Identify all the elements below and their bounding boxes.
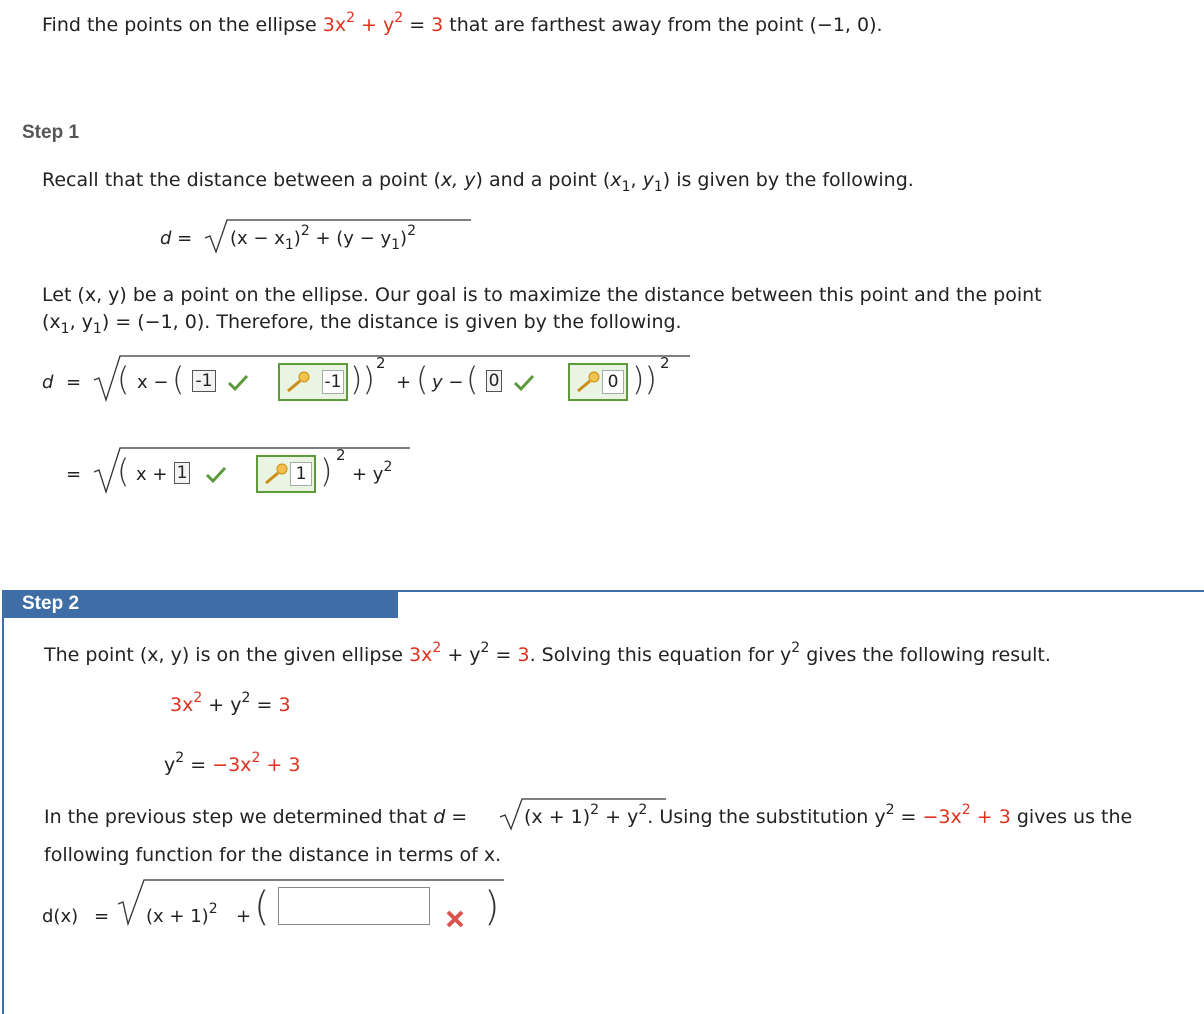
- key-icon: [284, 371, 310, 393]
- func-open-paren: (: [254, 884, 270, 930]
- problem-prefix: Find the points on the ellipse: [42, 14, 323, 36]
- exp-2a: 2: [376, 354, 386, 372]
- check-icon: [226, 372, 250, 392]
- close-paren-y: )): [632, 360, 657, 398]
- step1-recall-text: Recall that the distance between a point (x, y) and a point ($x_1$, $y_1$) is given by the following.: [42, 169, 914, 195]
- key-value-2: 0: [602, 370, 624, 394]
- step2-label: Step 2: [22, 593, 80, 614]
- close-paren-2: ): [320, 452, 333, 490]
- answer-key-3[interactable]: [256, 455, 316, 493]
- incorrect-icon: [444, 908, 466, 930]
- x-minus: x −: [137, 372, 169, 393]
- distance-formula: d =: [160, 228, 193, 249]
- answer-key-1[interactable]: [278, 363, 348, 401]
- step1-label: Step 1: [22, 122, 80, 143]
- eq1: $3x^2 + y^2 = 3$: [170, 690, 291, 716]
- open-paren: (: [117, 360, 130, 398]
- func-close-paren: ): [484, 884, 500, 930]
- distance-function-input[interactable]: [278, 887, 430, 925]
- d-label: d: [42, 372, 54, 393]
- ellipse-coef: $3x^2 + y^2$: [322, 10, 404, 36]
- func-lhs: d(x): [42, 906, 79, 927]
- func-plus: +: [236, 906, 252, 927]
- step2-following-text: following function for the distance in terms of x.: [44, 844, 502, 866]
- open-paren-2: (: [117, 452, 130, 490]
- step2-intro: The point (x, y) is on the given ellipse $3x^2 + y^2 = 3$. Solving this equation for $y^2$ gives the following result.: [44, 640, 1051, 666]
- d-equals: =: [66, 372, 82, 393]
- step2-tab: [2, 590, 398, 618]
- open-paren-y: (: [416, 360, 429, 398]
- problem-statement: [42, 10, 883, 36]
- step1-let-text-line1: Let (x, y) be a point on the ellipse. Our goal is to maximize the distance between this point and the point: [42, 284, 1042, 306]
- check-icon: [512, 372, 536, 392]
- eq2: $y^2 = -3x^2 + 3$: [164, 750, 301, 776]
- ellipse-rhs: 3: [431, 14, 444, 36]
- x-plus: x +: [136, 464, 168, 485]
- step1-let-text-line2: ($x_1$, $y_1) = (-1$, 0). Therefore, the distance is given by the following.: [42, 311, 682, 337]
- key-value-3: 1: [290, 462, 312, 486]
- key-value-1: -1: [322, 370, 344, 394]
- answer-box-2[interactable]: 0: [486, 370, 502, 392]
- func-equals: =: [94, 906, 110, 927]
- problem-suffix: that are farthest away from the point (−1, 0).: [443, 14, 883, 36]
- check-icon: [204, 464, 228, 484]
- key-icon: [574, 371, 600, 393]
- step2-prev-formula: $(x + 1)^2 + y^2$. Using the substitution $y^2 = -3x^2 + 3$ gives us the: [524, 802, 1133, 828]
- open-paren-y-inner: (: [466, 360, 479, 398]
- exp-2b: 2: [660, 354, 670, 372]
- step2-prev-text: In the previous step we determined that d =: [44, 806, 468, 828]
- answer-key-2[interactable]: [568, 363, 628, 401]
- key-icon: [262, 463, 288, 485]
- y-minus: y −: [432, 372, 464, 393]
- close-paren-inner: )): [350, 360, 375, 398]
- line2-equals: =: [66, 464, 82, 485]
- problem-equals: =: [403, 14, 432, 36]
- line2-tail: + $y^2$: [352, 459, 393, 485]
- answer-box-1[interactable]: -1: [192, 370, 216, 392]
- distance-formula-body: $(x - x_1)^2 + (y - y_1)^2$: [230, 223, 416, 253]
- func-body: $(x + 1)^2$: [146, 901, 218, 927]
- answer-box-3[interactable]: 1: [174, 462, 190, 484]
- open-paren-inner: (: [172, 360, 185, 398]
- plus-sign: +: [396, 372, 412, 393]
- exp-2c: 2: [336, 446, 346, 464]
